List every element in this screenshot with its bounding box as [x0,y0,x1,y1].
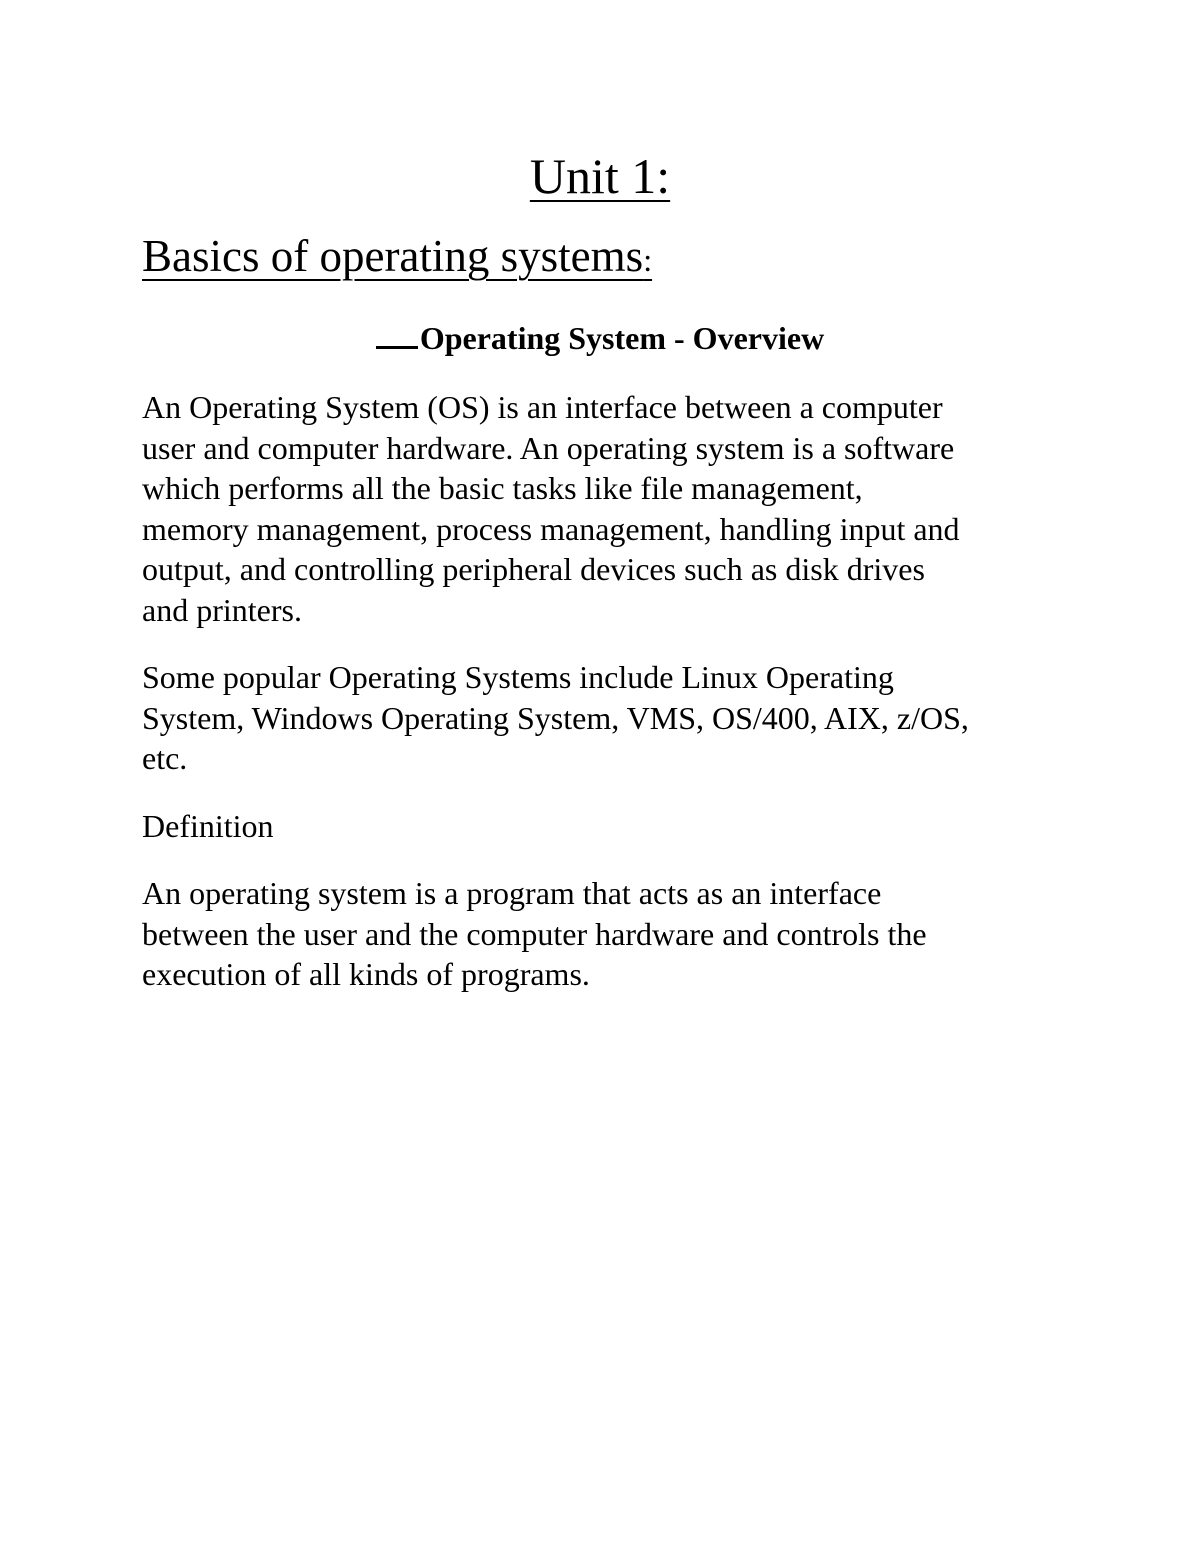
paragraph-line: output, and controlling peripheral devices such as disk drives [142,551,925,587]
overview-heading-text: Operating System - Overview [419,320,825,356]
section-title [142,228,652,288]
paragraph-line: etc. [142,740,188,776]
unit-title-text: Unit 1: [529,148,671,204]
section-title-colon: : [643,242,653,278]
paragraph-line: Some popular Operating Systems include Linux Operating [142,659,894,695]
section-title-text: Basics of operating systems [142,231,644,281]
definition-label: Definition [142,808,274,844]
paragraph-line: An Operating System (OS) is an interface between a computer [142,389,943,425]
definition-paragraph [142,873,1082,995]
overview-heading [0,318,1200,358]
paragraph-line: memory management, process management, handling input and [142,510,960,547]
paragraph-line: which performs all the basic tasks like file management, [142,470,863,506]
examples-paragraph [142,657,1082,779]
heading-underline-rule [376,346,418,349]
paragraph-line: execution of all kinds of programs. [142,956,590,992]
paragraph-line: An operating system is a program that acts as an interface [142,875,882,911]
paragraph-line: between the user and the computer hardware and controls the [142,915,927,952]
intro-paragraph [142,387,1082,630]
paragraph-line: System, Windows Operating System, VMS, OS/400, AIX, z/OS, [142,699,969,736]
paragraph-line: and printers. [142,591,302,628]
unit-title [0,146,1200,206]
paragraph-line: user and computer hardware. An operating system is a software [142,429,955,466]
